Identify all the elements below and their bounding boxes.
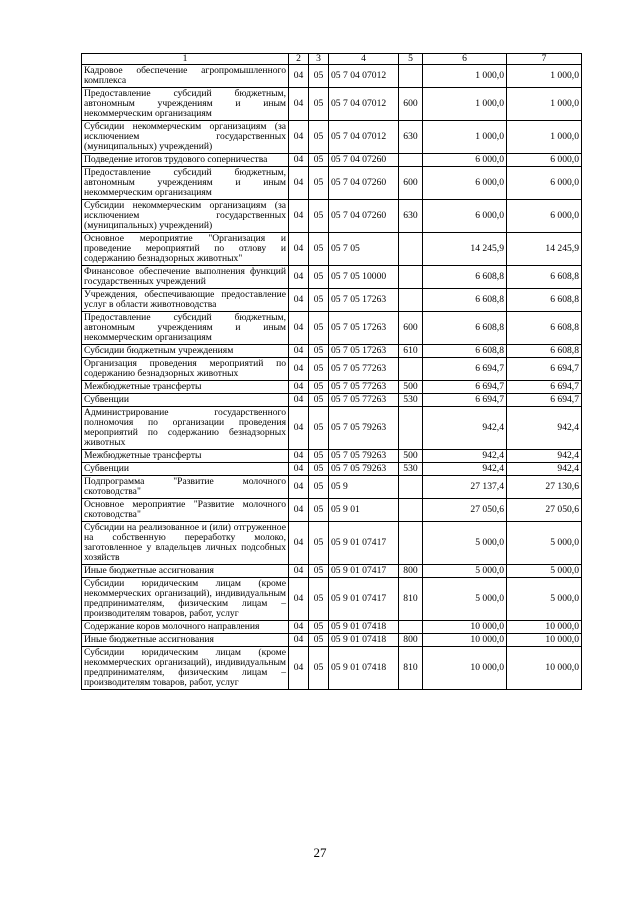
row-amount-2: 10 000,0 [507,634,582,647]
row-subsection: 05 [309,233,329,266]
row-amount-2: 6 608,8 [507,289,582,312]
row-expense-type [399,522,423,565]
row-section: 04 [289,233,309,266]
row-target-article: 05 9 01 07417 [329,522,399,565]
row-amount-2: 10 000,0 [507,647,582,690]
row-section: 04 [289,634,309,647]
row-subsection: 05 [309,88,329,121]
table-row [82,88,582,121]
row-section: 04 [289,450,309,463]
row-subsection: 05 [309,450,329,463]
row-target-article: 05 7 05 [329,233,399,266]
row-section: 04 [289,394,309,407]
row-target-article: 05 7 05 77263 [329,394,399,407]
row-target-article: 05 7 04 07012 [329,65,399,88]
row-name: Иные бюджетные ассигнования [82,565,289,578]
row-target-article: 05 7 05 17263 [329,312,399,345]
row-name: Иные бюджетные ассигнования [82,634,289,647]
row-amount-1: 10 000,0 [423,647,507,690]
row-target-article: 05 9 01 07418 [329,647,399,690]
row-expense-type [399,266,423,289]
row-expense-type [399,621,423,634]
row-subsection: 05 [309,200,329,233]
row-expense-type: 800 [399,634,423,647]
row-name: Субсидии некоммерческим организациям (за исключением государственных (муниципальных) учреждений) [82,121,289,154]
row-target-article: 05 7 05 77263 [329,381,399,394]
budget-table [81,53,582,690]
row-amount-2: 6 608,8 [507,266,582,289]
row-section: 04 [289,499,309,522]
table-row [82,565,582,578]
row-name: Организация проведения мероприятий по содержанию безнадзорных животных [82,358,289,381]
row-expense-type: 800 [399,565,423,578]
row-subsection: 05 [309,312,329,345]
row-section: 04 [289,522,309,565]
row-target-article: 05 7 05 77263 [329,358,399,381]
row-target-article: 05 9 01 07417 [329,578,399,621]
row-subsection: 05 [309,578,329,621]
row-amount-2: 1 000,0 [507,88,582,121]
row-amount-2: 6 608,8 [507,345,582,358]
row-amount-2: 5 000,0 [507,565,582,578]
table-row [82,522,582,565]
row-target-article: 05 7 04 07012 [329,121,399,154]
table-row [82,621,582,634]
row-section: 04 [289,358,309,381]
row-amount-1: 10 000,0 [423,621,507,634]
row-target-article: 05 9 01 [329,499,399,522]
row-name: Предоставление субсидий бюджетным, автономным учреждениям и иным некоммерческим организациям [82,167,289,200]
row-amount-1: 6 608,8 [423,345,507,358]
header-col-5: 5 [399,54,423,65]
table-row [82,647,582,690]
table-row [82,381,582,394]
row-expense-type: 630 [399,121,423,154]
row-amount-2: 10 000,0 [507,621,582,634]
table-row [82,407,582,450]
row-amount-2: 27 130,6 [507,476,582,499]
row-subsection: 05 [309,621,329,634]
header-col-2: 2 [289,54,309,65]
row-amount-1: 27 137,4 [423,476,507,499]
table-row [82,578,582,621]
table-row [82,121,582,154]
row-section: 04 [289,200,309,233]
row-amount-2: 942,4 [507,407,582,450]
row-amount-2: 6 694,7 [507,358,582,381]
row-expense-type: 600 [399,88,423,121]
row-target-article: 05 7 04 07260 [329,154,399,167]
row-target-article: 05 7 05 17263 [329,345,399,358]
table-row [82,65,582,88]
row-section: 04 [289,88,309,121]
row-amount-1: 6 694,7 [423,394,507,407]
table-row [82,450,582,463]
row-amount-1: 5 000,0 [423,522,507,565]
row-target-article: 05 9 01 07418 [329,634,399,647]
row-section: 04 [289,565,309,578]
row-name: Основное мероприятие "Развитие молочного скотоводства" [82,499,289,522]
row-name: Субсидии юридическим лицам (кроме некоммерческих организаций), индивидуальным предпринимателям, физическим лицам – производителям товаров, работ, услуг [82,647,289,690]
row-name: Межбюджетные трансферты [82,381,289,394]
row-section: 04 [289,381,309,394]
row-subsection: 05 [309,634,329,647]
row-amount-2: 5 000,0 [507,522,582,565]
header-col-6: 6 [423,54,507,65]
row-expense-type [399,499,423,522]
row-section: 04 [289,345,309,358]
row-name: Администрирование государственного полномочия по организации проведения мероприятий по содержанию безнадзорных животных [82,407,289,450]
row-name: Предоставление субсидий бюджетным, автономным учреждениям и иным некоммерческим организациям [82,312,289,345]
row-target-article: 05 9 [329,476,399,499]
table-row [82,345,582,358]
row-subsection: 05 [309,394,329,407]
row-subsection: 05 [309,647,329,690]
header-col-1: 1 [82,54,289,65]
row-target-article: 05 7 05 79263 [329,407,399,450]
row-section: 04 [289,621,309,634]
row-expense-type: 500 [399,450,423,463]
row-target-article: 05 7 05 10000 [329,266,399,289]
row-amount-1: 6 694,7 [423,381,507,394]
row-subsection: 05 [309,499,329,522]
table-row [82,154,582,167]
table-row [82,289,582,312]
row-name: Субсидии бюджетным учреждениям [82,345,289,358]
row-name: Финансовое обеспечение выполнения функций государственных учреждений [82,266,289,289]
row-amount-1: 6 608,8 [423,266,507,289]
row-subsection: 05 [309,407,329,450]
row-name: Содержание коров молочного направления [82,621,289,634]
row-subsection: 05 [309,121,329,154]
row-subsection: 05 [309,154,329,167]
row-name: Подпрограмма "Развитие молочного скотоводства" [82,476,289,499]
row-expense-type: 600 [399,312,423,345]
row-section: 04 [289,167,309,200]
row-expense-type [399,476,423,499]
row-expense-type: 530 [399,394,423,407]
row-section: 04 [289,266,309,289]
table-row [82,266,582,289]
row-amount-2: 6 608,8 [507,312,582,345]
row-amount-1: 5 000,0 [423,565,507,578]
row-amount-2: 6 694,7 [507,394,582,407]
row-expense-type: 810 [399,578,423,621]
row-subsection: 05 [309,565,329,578]
row-section: 04 [289,476,309,499]
row-amount-1: 942,4 [423,407,507,450]
row-amount-2: 6 000,0 [507,200,582,233]
row-amount-1: 6 694,7 [423,358,507,381]
row-target-article: 05 7 05 17263 [329,289,399,312]
row-expense-type: 630 [399,200,423,233]
row-amount-1: 6 000,0 [423,200,507,233]
row-name: Субсидии некоммерческим организациям (за исключением государственных (муниципальных) учреждений) [82,200,289,233]
row-expense-type [399,65,423,88]
row-amount-1: 6 000,0 [423,167,507,200]
row-name: Кадровое обеспечение агропромышленного комплекса [82,65,289,88]
row-name: Межбюджетные трансферты [82,450,289,463]
page-number: 27 [313,845,327,860]
row-amount-1: 942,4 [423,450,507,463]
row-section: 04 [289,65,309,88]
row-subsection: 05 [309,345,329,358]
row-amount-2: 1 000,0 [507,65,582,88]
row-section: 04 [289,154,309,167]
table-body [82,65,582,690]
table-row [82,476,582,499]
row-amount-2: 27 050,6 [507,499,582,522]
row-expense-type [399,289,423,312]
row-subsection: 05 [309,65,329,88]
row-target-article: 05 7 05 79263 [329,463,399,476]
row-amount-1: 5 000,0 [423,578,507,621]
row-amount-1: 6 608,8 [423,289,507,312]
table-row [82,634,582,647]
row-amount-2: 942,4 [507,450,582,463]
header-col-4: 4 [329,54,399,65]
row-amount-1: 1 000,0 [423,88,507,121]
row-expense-type: 530 [399,463,423,476]
row-expense-type [399,407,423,450]
row-target-article: 05 7 04 07260 [329,167,399,200]
row-target-article: 05 7 04 07260 [329,200,399,233]
row-section: 04 [289,407,309,450]
row-subsection: 05 [309,266,329,289]
row-amount-1: 6 608,8 [423,312,507,345]
header-col-3: 3 [309,54,329,65]
row-section: 04 [289,312,309,345]
table-header-row [82,54,582,65]
row-amount-1: 1 000,0 [423,65,507,88]
row-section: 04 [289,289,309,312]
table-row [82,499,582,522]
row-amount-2: 6 694,7 [507,381,582,394]
row-name: Субсидии юридическим лицам (кроме некоммерческих организаций), индивидуальным предпринимателям, физическим лицам – производителям товаров, работ, услуг [82,578,289,621]
row-expense-type: 600 [399,167,423,200]
row-section: 04 [289,647,309,690]
row-expense-type [399,233,423,266]
row-name: Субвенции [82,463,289,476]
row-name: Субсидии на реализованное и (или) отгруженное на собственную переработку молоко, заготовленное у владельцев личных подсобных хозяйств [82,522,289,565]
row-section: 04 [289,463,309,476]
row-amount-2: 942,4 [507,463,582,476]
table-row [82,463,582,476]
row-target-article: 05 7 04 07012 [329,88,399,121]
row-subsection: 05 [309,463,329,476]
row-amount-1: 27 050,6 [423,499,507,522]
table-row [82,167,582,200]
row-amount-2: 6 000,0 [507,154,582,167]
row-target-article: 05 9 01 07417 [329,565,399,578]
row-subsection: 05 [309,358,329,381]
header-col-7: 7 [507,54,582,65]
row-name: Основное мероприятие "Организация и проведение мероприятий по отлову и содержанию безнадзорных животных" [82,233,289,266]
table-row [82,394,582,407]
row-amount-1: 1 000,0 [423,121,507,154]
row-expense-type [399,154,423,167]
row-target-article: 05 9 01 07418 [329,621,399,634]
table-row [82,358,582,381]
document-page [81,53,581,690]
row-amount-1: 14 245,9 [423,233,507,266]
row-name: Учреждения, обеспечивающие предоставление услуг в области животноводства [82,289,289,312]
row-subsection: 05 [309,167,329,200]
row-subsection: 05 [309,381,329,394]
table-row [82,233,582,266]
row-expense-type: 610 [399,345,423,358]
row-subsection: 05 [309,476,329,499]
row-subsection: 05 [309,522,329,565]
row-amount-1: 10 000,0 [423,634,507,647]
row-section: 04 [289,121,309,154]
row-amount-2: 14 245,9 [507,233,582,266]
row-name: Подведение итогов трудового соперничества [82,154,289,167]
row-amount-2: 1 000,0 [507,121,582,154]
row-amount-2: 5 000,0 [507,578,582,621]
table-row [82,312,582,345]
row-expense-type: 500 [399,381,423,394]
row-section: 04 [289,578,309,621]
row-name: Субвенции [82,394,289,407]
table-row [82,200,582,233]
row-amount-1: 942,4 [423,463,507,476]
row-subsection: 05 [309,289,329,312]
row-expense-type [399,358,423,381]
row-name: Предоставление субсидий бюджетным, автономным учреждениям и иным некоммерческим организациям [82,88,289,121]
row-target-article: 05 7 05 79263 [329,450,399,463]
row-amount-1: 6 000,0 [423,154,507,167]
row-expense-type: 810 [399,647,423,690]
row-amount-2: 6 000,0 [507,167,582,200]
